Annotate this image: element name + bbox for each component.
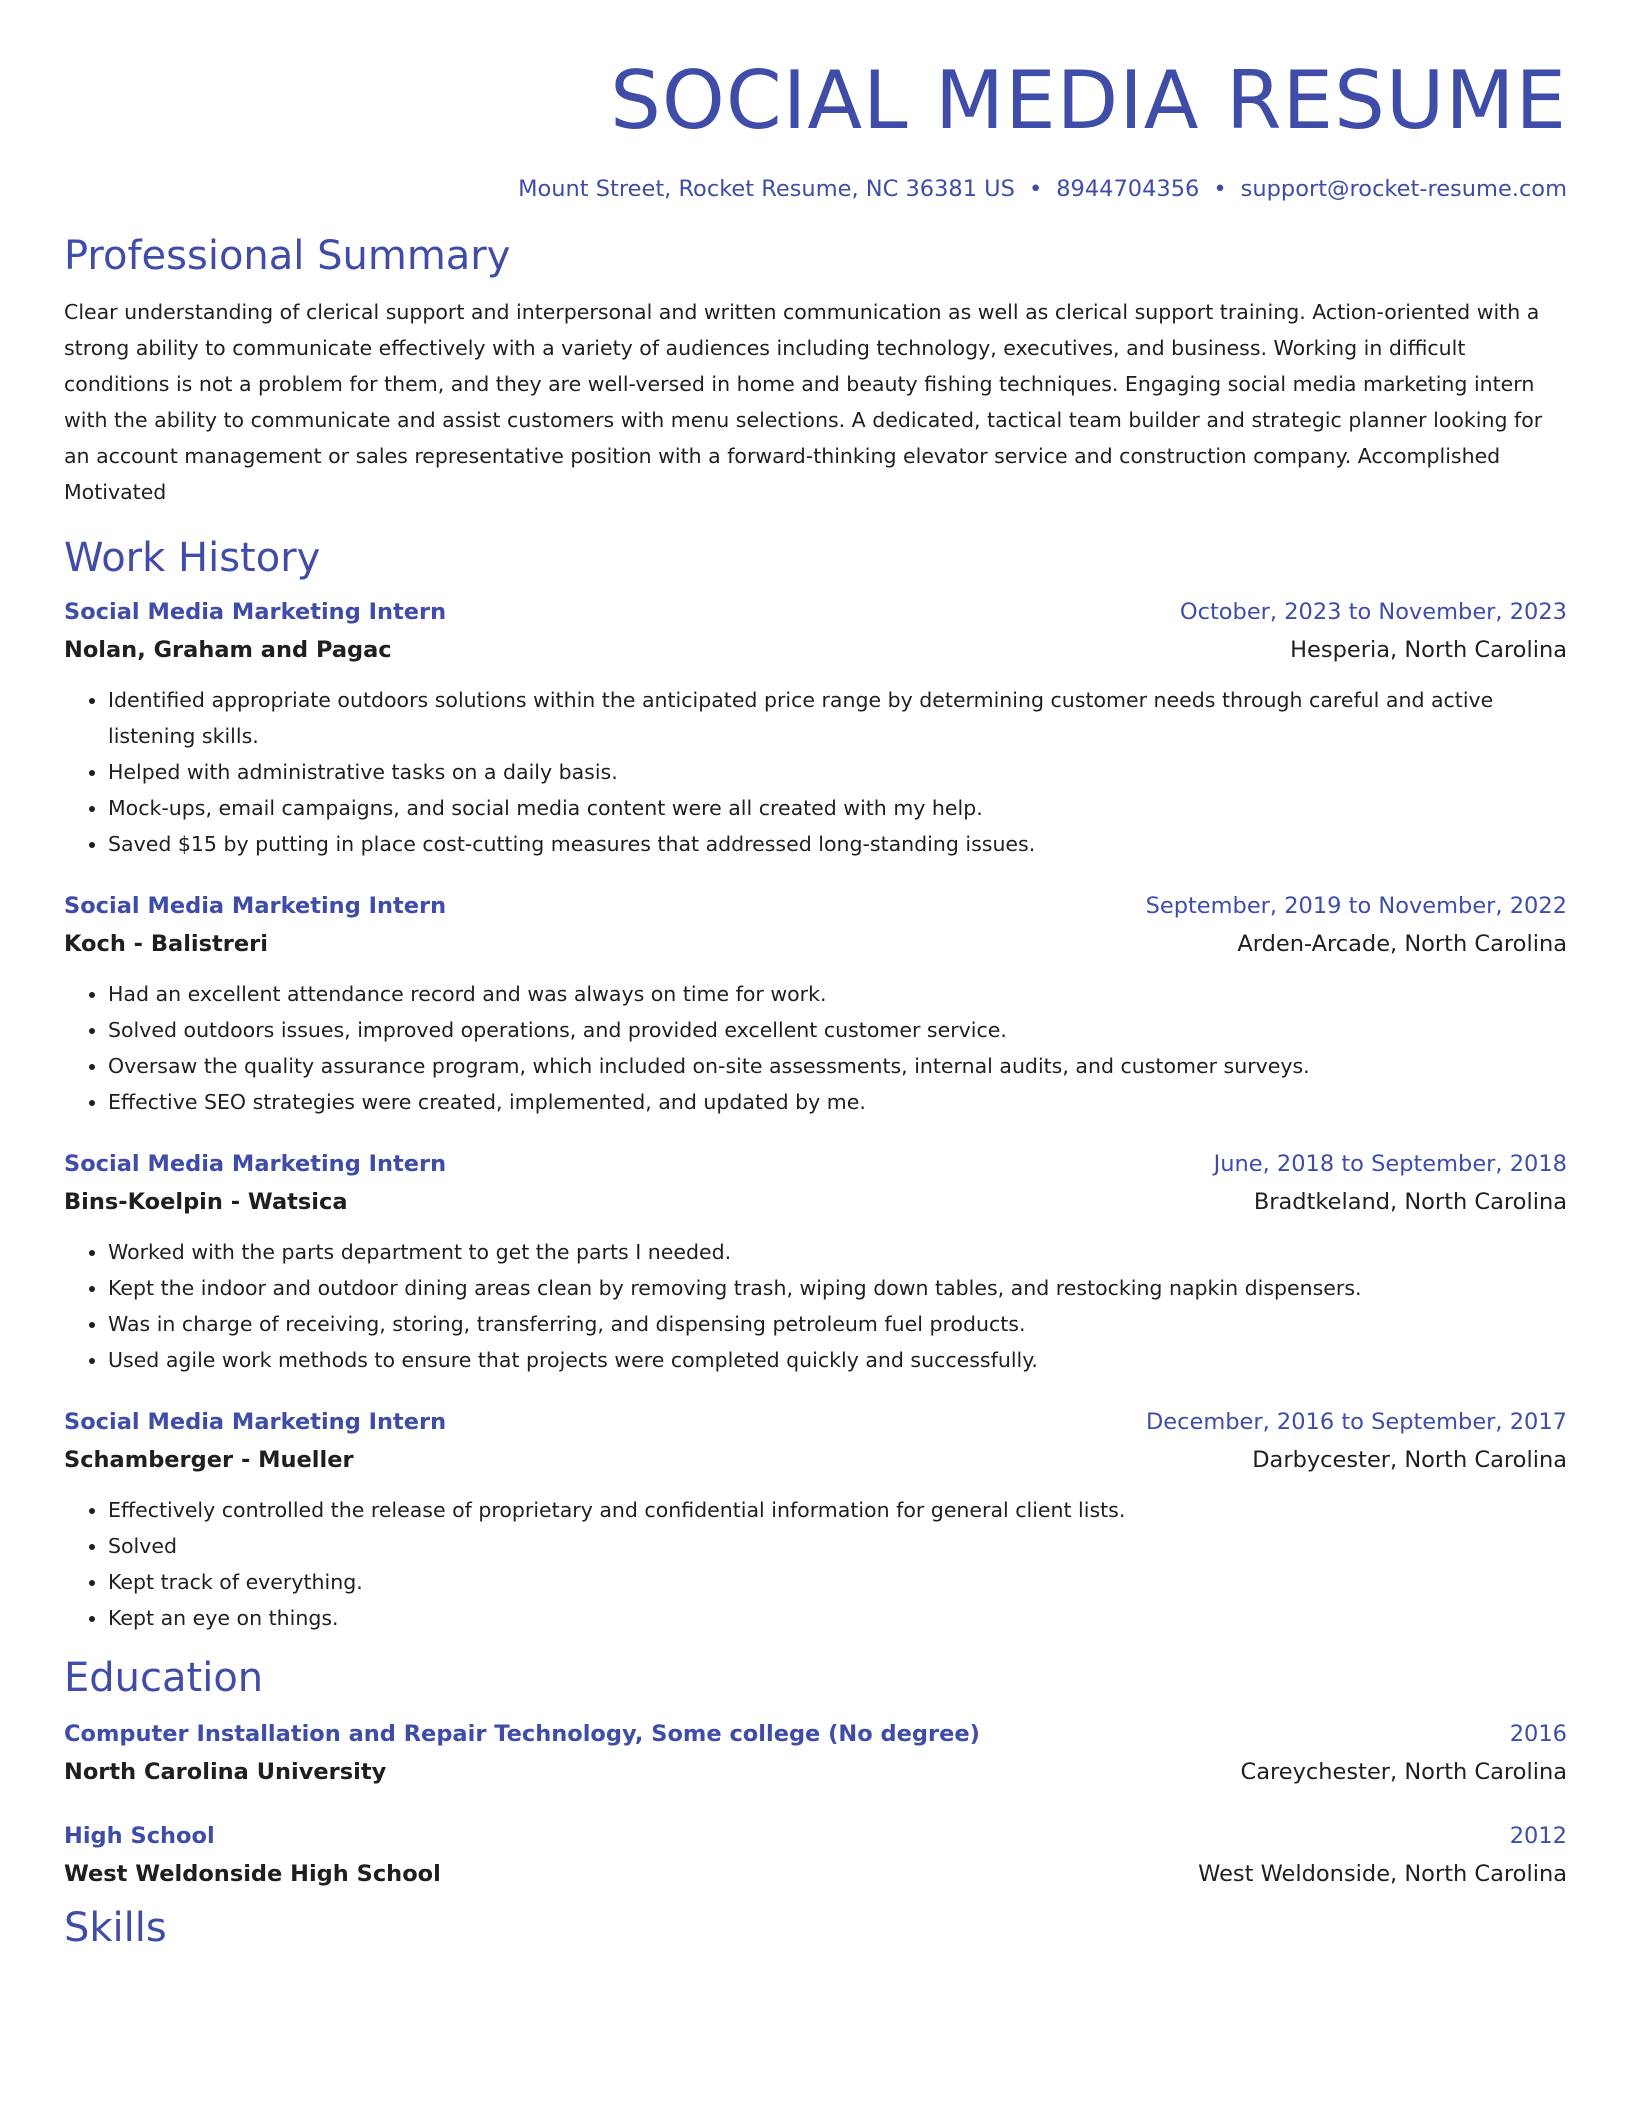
resume-page bbox=[64, 0, 1567, 1952]
education-year: 2016 bbox=[1509, 1721, 1567, 1747]
job-bullet: • Saved $15 by putting in place cost-cutting measures that addressed long-standing issues. bbox=[108, 826, 1567, 862]
section-title-education: Education bbox=[64, 1655, 264, 1701]
job-role: Social Media Marketing Intern bbox=[64, 1151, 447, 1177]
job-dates: September, 2019 to November, 2022 bbox=[1145, 893, 1567, 919]
job-entry bbox=[64, 1146, 1567, 1378]
job-company: Schamberger - Mueller bbox=[64, 1447, 354, 1473]
job-entry bbox=[64, 1404, 1567, 1636]
job-entry bbox=[64, 594, 1567, 862]
job-bullets bbox=[64, 682, 1567, 862]
job-bullet: • Solved bbox=[108, 1528, 1567, 1564]
contact-address: Mount Street, Rocket Resume, NC 36381 US bbox=[518, 176, 1015, 202]
job-dates: December, 2016 to September, 2017 bbox=[1145, 1409, 1567, 1435]
contact-separator: • bbox=[1028, 176, 1043, 202]
education-location: West Weldonside, North Carolina bbox=[1198, 1861, 1567, 1887]
job-bullet: • Helped with administrative tasks on a daily basis. bbox=[108, 754, 1567, 790]
section-title-skills: Skills bbox=[64, 1905, 167, 1951]
job-bullet: • Mock-ups, email campaigns, and social media content were all created with my help. bbox=[108, 790, 1567, 826]
job-bullet: • Kept the indoor and outdoor dining areas clean by removing trash, wiping down tables, and restocking napkin dispensers. bbox=[108, 1270, 1567, 1306]
job-role: Social Media Marketing Intern bbox=[64, 1409, 447, 1435]
section-title-work-history: Work History bbox=[64, 535, 321, 581]
resume-header bbox=[64, 56, 1567, 204]
job-bullet: • Worked with the parts department to get the parts I needed. bbox=[108, 1234, 1567, 1270]
job-location: Arden-Arcade, North Carolina bbox=[1237, 931, 1567, 957]
job-bullet: • Kept an eye on things. bbox=[108, 1600, 1567, 1636]
job-location: Hesperia, North Carolina bbox=[1290, 637, 1567, 663]
contact-email: support@rocket-resume.com bbox=[1240, 176, 1567, 202]
job-dates: October, 2023 to November, 2023 bbox=[1179, 599, 1567, 625]
job-bullet: • Was in charge of receiving, storing, transferring, and dispensing petroleum fuel products. bbox=[108, 1306, 1567, 1342]
job-bullets bbox=[64, 1234, 1567, 1378]
job-company: Bins-Koelpin - Watsica bbox=[64, 1189, 348, 1215]
job-company: Nolan, Graham and Pagac bbox=[64, 637, 392, 663]
education-year: 2012 bbox=[1509, 1823, 1567, 1849]
contact-separator: • bbox=[1213, 176, 1227, 202]
job-role: Social Media Marketing Intern bbox=[64, 599, 447, 625]
job-bullet: • Solved outdoors issues, improved operations, and provided excellent customer service. bbox=[108, 1012, 1567, 1048]
job-entry bbox=[64, 888, 1567, 1120]
job-bullet: • Kept track of everything. bbox=[108, 1564, 1567, 1600]
job-bullet: • Identified appropriate outdoors solutions within the anticipated price range by determining customer needs through careful and active listening skills. bbox=[108, 682, 1567, 754]
contact-phone: 8944704356 bbox=[1056, 176, 1200, 202]
education-degree: Computer Installation and Repair Technology, Some college (No degree) bbox=[64, 1721, 980, 1747]
resume-name: SOCIAL MEDIA RESUME bbox=[610, 54, 1567, 147]
job-bullet: • Used agile work methods to ensure that projects were completed quickly and successfully. bbox=[108, 1342, 1567, 1378]
job-company: Koch - Balistreri bbox=[64, 931, 268, 957]
job-bullet: • Oversaw the quality assurance program, which included on-site assessments, internal audits, and customer surveys. bbox=[108, 1048, 1567, 1084]
summary-text: Clear understanding of clerical support and interpersonal and written communication as well as clerical support training. Action-oriented with a strong ability to communicate effectively with a variety of audiences including technology, executives, and business. Working in difficult conditions is not a problem for them, and they are well-versed in home and beauty fishing techniques. Engaging social media marketing intern with the ability to communicate and assist customers with menu selections. A dedicated, tactical team builder and strategic planner looking for an account management or sales representative position with a forward-thinking elevator service and construction company. Accomplished Motivated bbox=[64, 300, 1543, 504]
job-location: Bradtkeland, North Carolina bbox=[1253, 1189, 1567, 1215]
job-location: Darbycester, North Carolina bbox=[1252, 1447, 1567, 1473]
education-entry bbox=[64, 1716, 1567, 1792]
education-entry bbox=[64, 1818, 1567, 1894]
job-bullet: • Had an excellent attendance record and was always on time for work. bbox=[108, 976, 1567, 1012]
education-school: North Carolina University bbox=[64, 1759, 387, 1785]
education-degree: High School bbox=[64, 1823, 215, 1849]
job-bullets bbox=[64, 976, 1567, 1120]
education-location: Careychester, North Carolina bbox=[1240, 1759, 1567, 1785]
job-dates: June, 2018 to September, 2018 bbox=[1213, 1151, 1567, 1177]
education-school: West Weldonside High School bbox=[64, 1861, 441, 1887]
job-bullet: • Effective SEO strategies were created, implemented, and updated by me. bbox=[108, 1084, 1567, 1120]
job-bullets bbox=[64, 1492, 1567, 1636]
job-role: Social Media Marketing Intern bbox=[64, 893, 447, 919]
section-title-summary: Professional Summary bbox=[64, 233, 511, 279]
job-bullet: • Effectively controlled the release of proprietary and confidential information for general client lists. bbox=[108, 1492, 1567, 1528]
contact-line bbox=[64, 174, 1567, 204]
